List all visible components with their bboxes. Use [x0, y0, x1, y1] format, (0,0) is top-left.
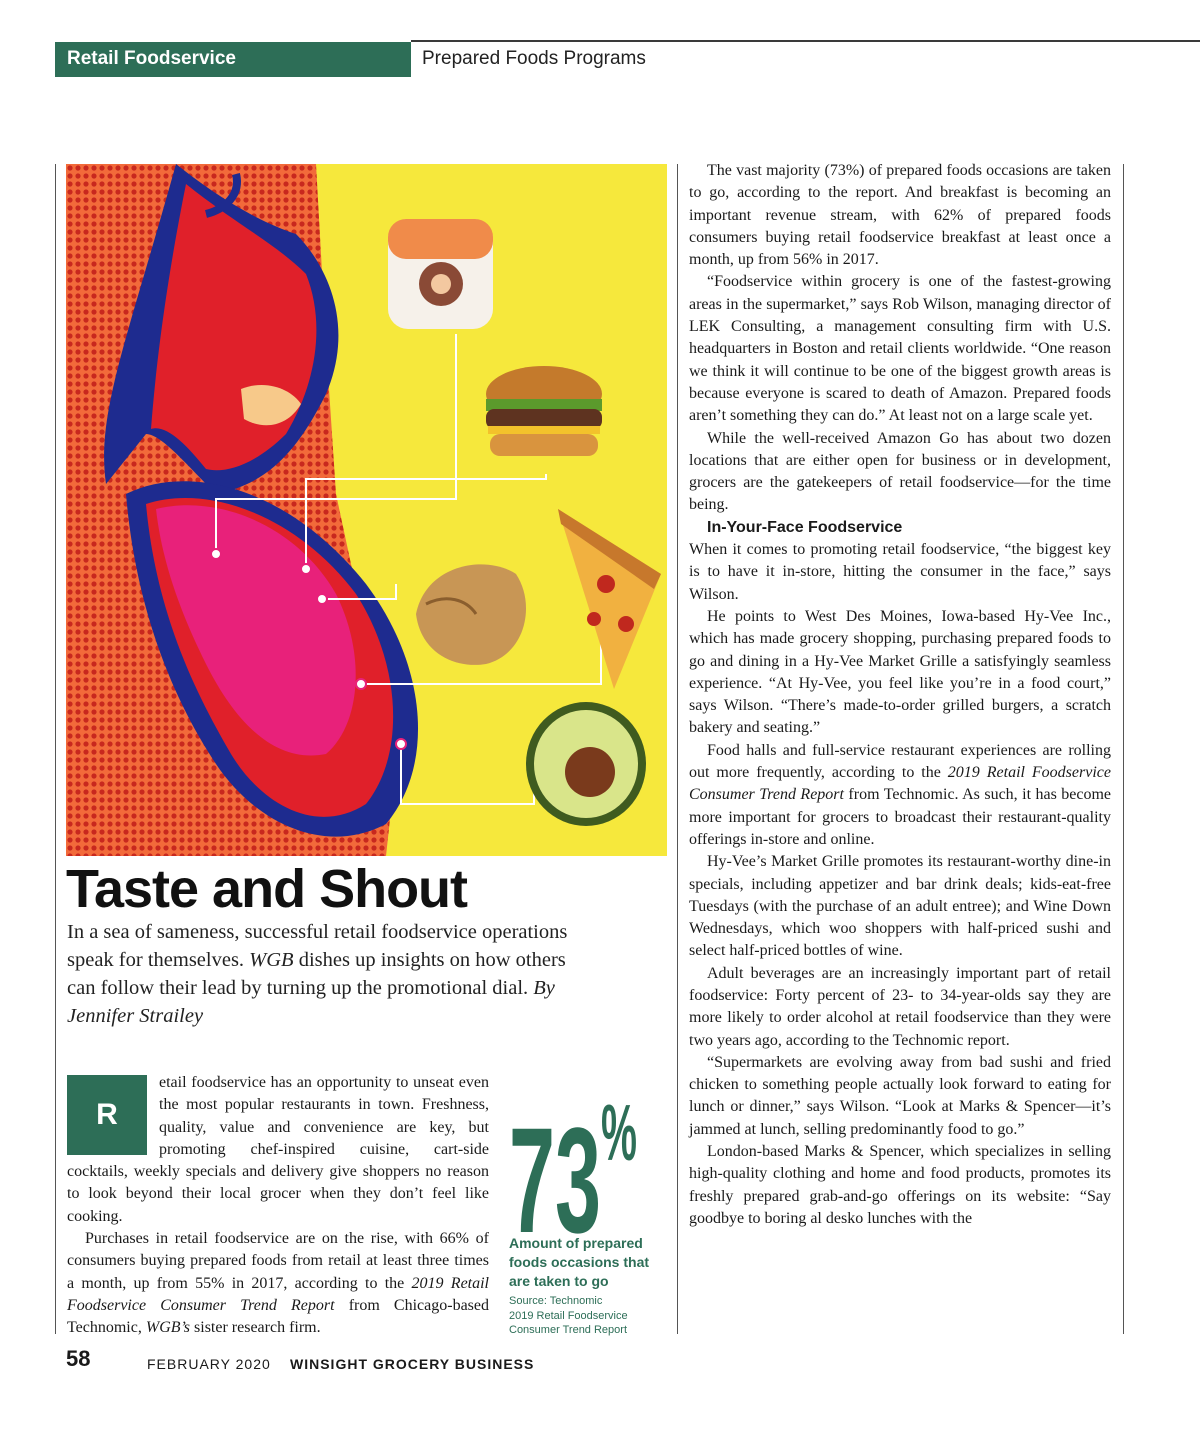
- body-column-left: [67, 1072, 489, 1340]
- header-rule: [411, 40, 1200, 42]
- paragraph: When it comes to promoting retail foodservice, “the biggest key is to have it in-store, hitting the consumer in the face,” says Wilson.: [689, 541, 1111, 603]
- issue-date: FEBRUARY 2020: [147, 1356, 271, 1372]
- paragraph: Purchases in retail foodservice are on the rise, with 66% of consumers buying prepared foods from retail at least three times a month, up from 55% in 2017, according to the 2019 Retail Foodservice Consumer Trend Report from Chicago-based Technomic, WGB’s sister research firm.: [67, 1230, 490, 1337]
- avocado-icon: [526, 702, 646, 826]
- svg-text:%: %: [601, 1088, 637, 1177]
- section-tag: Retail Foodservice: [55, 42, 411, 77]
- article-dek: In a sea of sameness, successful retail foodservice operations speak for themselves. WGB dishes up insights on how others can follow their lead by turning up the promotional dial. By Jennifer Strailey: [67, 921, 568, 1027]
- sushi-icon: [388, 219, 493, 329]
- paragraph: etail foodservice has an opportunity to unseat even the most popular restaurants in town. Freshness, quality, value and convenience are key, but promoting chef-inspired cuisine, cart-side cocktails, weekly specials and delivery give shoppers no reason to look beyond their local grocer when they don’t feel like cooking.: [67, 1074, 489, 1225]
- stat-caption: Amount of prepared foods occasions that are taken to go: [509, 1235, 650, 1289]
- paragraph: The vast majority (73%) of prepared foods occasions are taken to go, according to the report. And breakfast is becoming an important revenue stream, with 62% of prepared foods consumers buying retail foodservice breakfast at least once a month, up from 56% in 2017.: [689, 162, 1111, 269]
- paragraph: “Foodservice within grocery is one of the fastest-growing areas in the supermarket,” says Rob Wilson, managing director of LEK Consulting, a management consulting firm with U.S. headquarters in Boston and retail clients worldwide. “One reason we think it will continue to be one of the biggest growth areas is because everyone is scared to death of Amazon. Prepared foods aren’t something they can do.” At least not on a large scale yet.: [689, 273, 1111, 425]
- page-number: 58: [66, 1346, 91, 1371]
- paragraph: Food halls and full-service restaurant experiences are rolling out more frequently, according to the 2019 Retail Foodservice Consumer Trend Report from Technomic. As such, it has become more important for grocers to broadcast their restaurant-quality offerings in-store and online.: [689, 741, 1112, 848]
- burger-icon: [486, 366, 602, 456]
- drop-cap: R: [67, 1075, 147, 1155]
- paragraph: He points to West Des Moines, Iowa-based Hy-Vee Inc., which has made grocery shopping, purchasing prepared foods to go and dining in a Hy-Vee Market Grille a satisfyingly seamless experience. “At Hy-Vee, you feel like you’re in a food court,” says Wilson. “There’s made-to-order grilled burgers, a scratch bakery and seating.”: [689, 607, 1111, 737]
- column-rule-far-right: [1123, 164, 1124, 1334]
- subhead: In-Your-Face Foodservice: [707, 518, 903, 536]
- paragraph: Adult beverages are an increasingly important part of retail foodservice: Forty percent of 23- to 34-year-olds say they are more likely to order alcohol at retail foodservice than they were two years ago, according to the Technomic report.: [689, 964, 1111, 1049]
- svg-text:73: 73: [509, 1096, 601, 1239]
- paragraph: London-based Marks & Spencer, which specializes in selling high-quality clothing and home and food products, promotes its freshly prepared grab-and-go offerings on its website: “Say goodbye to boring al desko lunches with the: [689, 1143, 1111, 1227]
- paragraph: While the well-received Amazon Go has about two dozen locations that are either open for business or in development, grocers are the gatekeepers of retail foodservice—for the time being.: [689, 429, 1111, 514]
- section-subtitle: Prepared Foods Programs: [422, 48, 646, 69]
- byline: By Jennifer Strailey: [67, 977, 555, 1027]
- paragraph: “Supermarkets are evolving away from bad sushi and fried chicken to something people actually look forward to eating for lunch or dinner,” says Wilson. “Look at Marks & Spencer—it’s jammed at lunch, selling predominantly food to go.”: [689, 1053, 1111, 1138]
- paragraph: Hy-Vee’s Market Grille promotes its restaurant-worthy dine-in specials, including appetizer and bar drink deals; kids-eat-free Tuesdays (with the purchase of an adult entree); and Wine Down Wednesdays, which woo shoppers with half-priced sushi and select half-priced bottles of wine.: [689, 853, 1111, 960]
- stat-source: Source: Technomic 2019 Retail Foodservice Consumer Trend Report: [509, 1295, 628, 1336]
- stat-number: [509, 1064, 649, 1239]
- pop-art-illustration: [66, 164, 667, 856]
- publication-name: WINSIGHT GROCERY BUSINESS: [290, 1356, 535, 1372]
- body-column-right: [689, 160, 1111, 1230]
- column-rule-right: [677, 164, 678, 1334]
- column-rule-left: [55, 164, 56, 1334]
- article-title: Taste and Shout: [66, 859, 468, 919]
